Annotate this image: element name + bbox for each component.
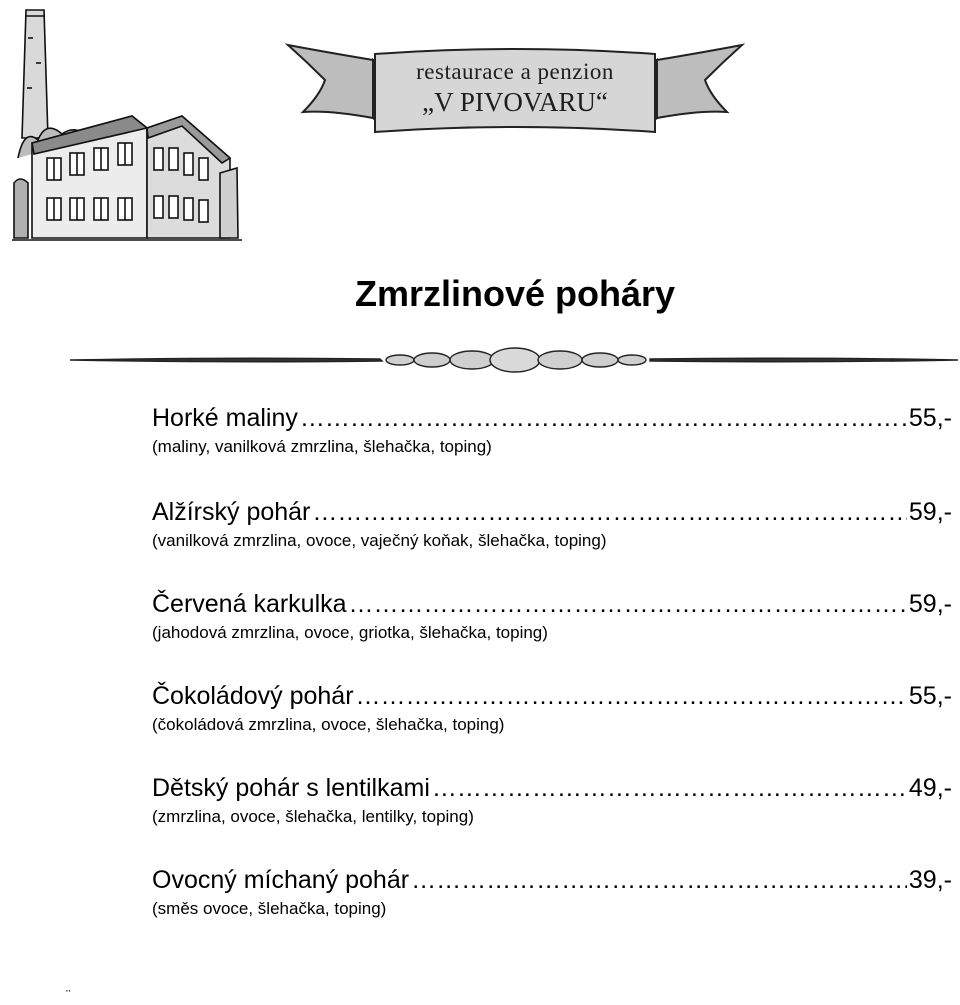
menu-item-price: 39,- bbox=[908, 866, 952, 894]
dot-leader bbox=[432, 772, 907, 804]
dot-leader bbox=[312, 496, 907, 528]
menu-item-description: (čokoládová zmrzlina, ovoce, šlehačka, toping) bbox=[152, 715, 505, 734]
dot-leader bbox=[300, 402, 907, 434]
menu-item-description: (směs ovoce, šlehačka, toping) bbox=[152, 899, 387, 918]
menu-item-name: Čokoládový pohár bbox=[152, 682, 354, 710]
menu-item-description: (vanilková zmrzlina, ovoce, vaječný koňak, šlehačka, toping) bbox=[152, 531, 607, 550]
restaurant-logo-banner bbox=[285, 40, 745, 140]
menu-item-name: Horké maliny bbox=[152, 404, 298, 432]
dot-leader bbox=[356, 680, 907, 712]
menu-item-price: 55,- bbox=[908, 404, 952, 432]
menu-item-name: Ovocný míchaný pohár bbox=[152, 866, 410, 894]
menu-item-name: Červená karkulka bbox=[152, 590, 347, 618]
menu-item-price: 59,- bbox=[908, 590, 952, 618]
banner-subtitle: restaurace a penzion bbox=[416, 59, 614, 84]
menu-item bbox=[152, 588, 952, 644]
brewery-building-icon bbox=[12, 8, 242, 243]
page-title: Zmrzlinové poháry bbox=[354, 273, 676, 314]
stray-mark: ¨ bbox=[66, 987, 71, 1003]
menu-item-description: (jahodová zmrzlina, ovoce, griotka, šlehačka, toping) bbox=[152, 623, 548, 642]
menu-item bbox=[152, 864, 952, 920]
menu-item-description: (maliny, vanilková zmrzlina, šlehačka, toping) bbox=[152, 437, 492, 456]
menu-item-price: 59,- bbox=[908, 498, 952, 526]
banner-restaurant-name: „V PIVOVARU“ bbox=[422, 87, 608, 117]
menu-item bbox=[152, 402, 952, 458]
menu-item-price: 49,- bbox=[908, 774, 952, 802]
dot-leader bbox=[411, 864, 907, 896]
menu-item bbox=[152, 496, 952, 552]
menu-item-price: 55,- bbox=[908, 682, 952, 710]
menu-item-name: Alžírský pohár bbox=[152, 498, 311, 526]
menu-item bbox=[152, 680, 952, 736]
menu-item-description: (zmrzlina, ovoce, šlehačka, lentilky, toping) bbox=[152, 807, 474, 826]
menu-item-name: Dětský pohár s lentilkami bbox=[152, 774, 430, 802]
menu-item bbox=[152, 772, 952, 828]
dot-leader bbox=[349, 588, 907, 620]
ornamental-divider-icon bbox=[70, 344, 960, 376]
